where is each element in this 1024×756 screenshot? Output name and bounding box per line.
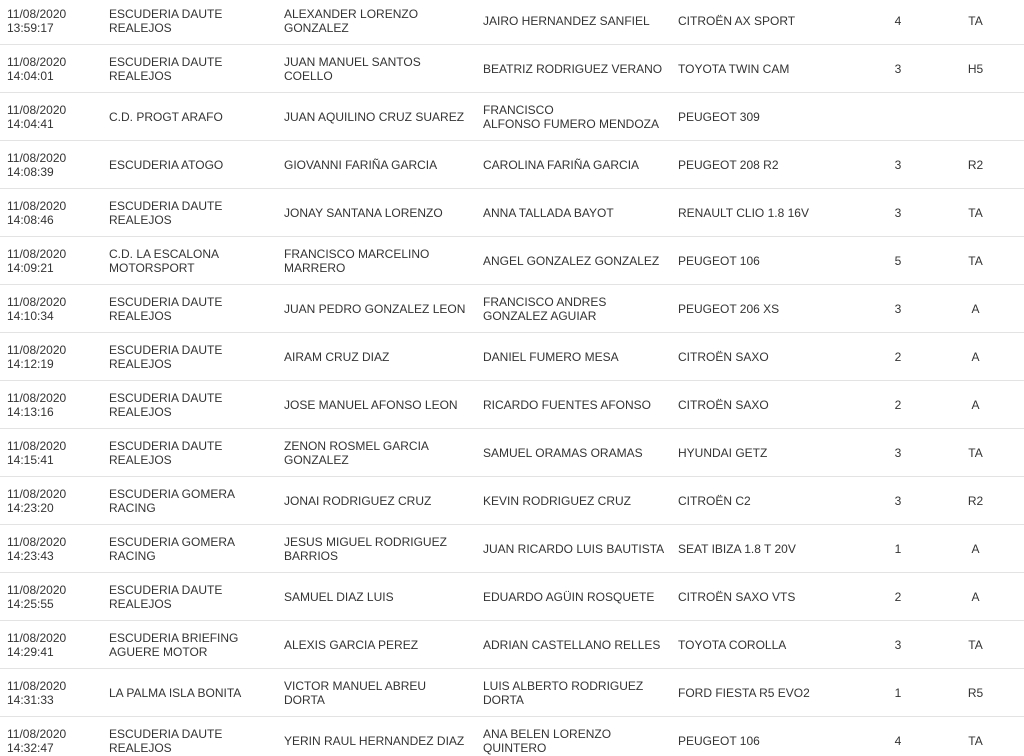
cell-category: 3 [869,189,927,237]
cell-codriver: LUIS ALBERTO RODRIGUEZ DORTA [477,669,672,717]
cell-datetime: 11/08/2020 14:12:19 [0,333,103,381]
cell-codriver: CAROLINA FARIÑA GARCIA [477,141,672,189]
cell-car: CITROËN C2 [672,477,869,525]
cell-driver: JOSE MANUEL AFONSO LEON [278,381,477,429]
cell-codriver: ANGEL GONZALEZ GONZALEZ [477,237,672,285]
cell-category: 2 [869,573,927,621]
cell-category: 3 [869,45,927,93]
cell-datetime: 11/08/2020 14:15:41 [0,429,103,477]
table-row [0,45,1024,93]
cell-datetime: 11/08/2020 14:09:21 [0,237,103,285]
cell-car: SEAT IBIZA 1.8 T 20V [672,525,869,573]
table-row [0,525,1024,573]
cell-car: TOYOTA COROLLA [672,621,869,669]
cell-car: PEUGEOT 206 XS [672,285,869,333]
cell-group [927,93,1024,141]
cell-datetime: 11/08/2020 14:32:47 [0,717,103,756]
cell-group: A [927,285,1024,333]
table-row [0,93,1024,141]
cell-datetime: 11/08/2020 14:23:20 [0,477,103,525]
cell-driver: JUAN AQUILINO CRUZ SUAREZ [278,93,477,141]
cell-category: 4 [869,0,927,45]
cell-driver: ALEXANDER LORENZO GONZALEZ [278,0,477,45]
cell-datetime: 11/08/2020 14:13:16 [0,381,103,429]
cell-driver: SAMUEL DIAZ LUIS [278,573,477,621]
cell-datetime: 11/08/2020 14:08:39 [0,141,103,189]
cell-group: A [927,525,1024,573]
cell-codriver: SAMUEL ORAMAS ORAMAS [477,429,672,477]
cell-team: ESCUDERIA DAUTE REALEJOS [103,0,278,45]
cell-driver: JONAY SANTANA LORENZO [278,189,477,237]
cell-group: TA [927,621,1024,669]
table-row [0,0,1024,45]
cell-datetime: 11/08/2020 14:31:33 [0,669,103,717]
cell-group: TA [927,237,1024,285]
cell-team: ESCUDERIA DAUTE REALEJOS [103,333,278,381]
cell-codriver: RICARDO FUENTES AFONSO [477,381,672,429]
cell-datetime: 11/08/2020 14:04:41 [0,93,103,141]
cell-driver: GIOVANNI FARIÑA GARCIA [278,141,477,189]
cell-datetime: 11/08/2020 14:04:01 [0,45,103,93]
cell-car: RENAULT CLIO 1.8 16V [672,189,869,237]
table-row [0,573,1024,621]
cell-datetime: 11/08/2020 14:23:43 [0,525,103,573]
cell-codriver: ANNA TALLADA BAYOT [477,189,672,237]
cell-group: TA [927,0,1024,45]
cell-driver: ZENON ROSMEL GARCIA GONZALEZ [278,429,477,477]
cell-car: CITROËN SAXO [672,333,869,381]
cell-team: C.D. LA ESCALONA MOTORSPORT [103,237,278,285]
table-row [0,477,1024,525]
cell-category: 3 [869,429,927,477]
cell-group: TA [927,429,1024,477]
cell-datetime: 11/08/2020 14:29:41 [0,621,103,669]
cell-codriver: EDUARDO AGÜIN ROSQUETE [477,573,672,621]
cell-team: ESCUDERIA DAUTE REALEJOS [103,285,278,333]
cell-group: R2 [927,141,1024,189]
cell-team: ESCUDERIA DAUTE REALEJOS [103,429,278,477]
cell-datetime: 11/08/2020 14:08:46 [0,189,103,237]
cell-team: LA PALMA ISLA BONITA [103,669,278,717]
cell-driver: JESUS MIGUEL RODRIGUEZ BARRIOS [278,525,477,573]
cell-car: CITROËN SAXO [672,381,869,429]
cell-category: 3 [869,621,927,669]
cell-driver: YERIN RAUL HERNANDEZ DIAZ [278,717,477,756]
table-row [0,237,1024,285]
cell-driver: JUAN PEDRO GONZALEZ LEON [278,285,477,333]
cell-team: ESCUDERIA GOMERA RACING [103,525,278,573]
table-row [0,621,1024,669]
cell-team: ESCUDERIA ATOGO [103,141,278,189]
cell-car: FORD FIESTA R5 EVO2 [672,669,869,717]
cell-category: 2 [869,333,927,381]
cell-codriver: JAIRO HERNANDEZ SANFIEL [477,0,672,45]
cell-driver: FRANCISCO MARCELINO MARRERO [278,237,477,285]
cell-category: 1 [869,669,927,717]
cell-group: TA [927,189,1024,237]
cell-team: ESCUDERIA GOMERA RACING [103,477,278,525]
cell-group: A [927,381,1024,429]
cell-car: CITROËN AX SPORT [672,0,869,45]
cell-datetime: 11/08/2020 14:10:34 [0,285,103,333]
cell-group: A [927,573,1024,621]
cell-group: A [927,333,1024,381]
table-row [0,381,1024,429]
table-row [0,141,1024,189]
cell-codriver: ADRIAN CASTELLANO RELLES [477,621,672,669]
cell-category: 4 [869,717,927,756]
table-row [0,429,1024,477]
cell-driver: VICTOR MANUEL ABREU DORTA [278,669,477,717]
cell-team: ESCUDERIA DAUTE REALEJOS [103,189,278,237]
cell-car: PEUGEOT 106 [672,717,869,756]
cell-category: 2 [869,381,927,429]
cell-driver: JONAI RODRIGUEZ CRUZ [278,477,477,525]
cell-team: ESCUDERIA DAUTE REALEJOS [103,381,278,429]
cell-driver: JUAN MANUEL SANTOS COELLO [278,45,477,93]
cell-datetime: 11/08/2020 13:59:17 [0,0,103,45]
cell-team: ESCUDERIA BRIEFING AGUERE MOTOR [103,621,278,669]
cell-group: H5 [927,45,1024,93]
cell-category [869,93,927,141]
cell-car: PEUGEOT 208 R2 [672,141,869,189]
cell-car: TOYOTA TWIN CAM [672,45,869,93]
cell-car: PEUGEOT 106 [672,237,869,285]
cell-driver: AIRAM CRUZ DIAZ [278,333,477,381]
cell-car: HYUNDAI GETZ [672,429,869,477]
table-row [0,669,1024,717]
cell-codriver: KEVIN RODRIGUEZ CRUZ [477,477,672,525]
cell-datetime: 11/08/2020 14:25:55 [0,573,103,621]
cell-car: CITROËN SAXO VTS [672,573,869,621]
cell-codriver: ANA BELEN LORENZO QUINTERO [477,717,672,756]
table-row [0,285,1024,333]
table-row [0,333,1024,381]
cell-car: PEUGEOT 309 [672,93,869,141]
cell-group: TA [927,717,1024,756]
cell-group: R5 [927,669,1024,717]
cell-codriver: FRANCISCO ANDRES GONZALEZ AGUIAR [477,285,672,333]
cell-category: 1 [869,525,927,573]
cell-driver: ALEXIS GARCIA PEREZ [278,621,477,669]
cell-codriver: BEATRIZ RODRIGUEZ VERANO [477,45,672,93]
table-row [0,717,1024,756]
cell-team: C.D. PROGT ARAFO [103,93,278,141]
table-row [0,189,1024,237]
cell-category: 3 [869,477,927,525]
cell-codriver: JUAN RICARDO LUIS BAUTISTA [477,525,672,573]
cell-group: R2 [927,477,1024,525]
cell-category: 3 [869,141,927,189]
cell-codriver: DANIEL FUMERO MESA [477,333,672,381]
cell-codriver: FRANCISCO ALFONSO FUMERO MENDOZA [477,93,672,141]
cell-team: ESCUDERIA DAUTE REALEJOS [103,573,278,621]
cell-category: 3 [869,285,927,333]
cell-team: ESCUDERIA DAUTE REALEJOS [103,717,278,756]
cell-category: 5 [869,237,927,285]
cell-team: ESCUDERIA DAUTE REALEJOS [103,45,278,93]
